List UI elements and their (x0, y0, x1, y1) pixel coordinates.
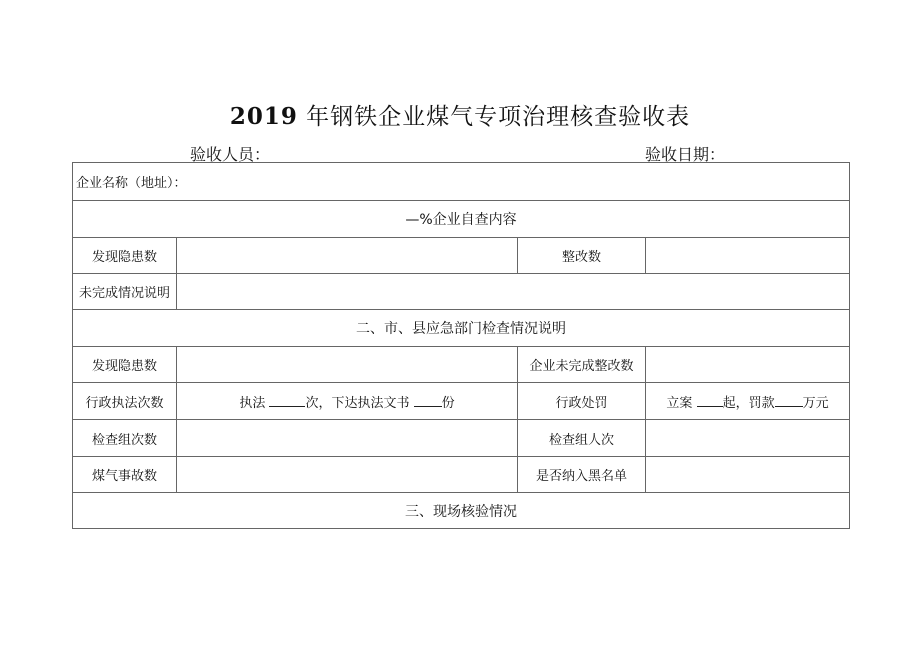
s2-found-hazards-value[interactable] (177, 347, 518, 383)
s2-gas-accident-value[interactable] (177, 457, 518, 493)
s1-unfinished-value[interactable] (177, 274, 850, 310)
inspection-table (72, 162, 850, 529)
section2-team-row (73, 420, 850, 457)
s1-rectified-label: 整改数 (518, 238, 646, 274)
penalty-fine-blank[interactable] (775, 394, 803, 407)
s2-blacklist-label: 是否纳入黑名单 (518, 457, 646, 493)
s2-team-people-value[interactable] (646, 420, 850, 457)
s1-found-hazards-value[interactable] (177, 238, 518, 274)
section1-hazards-row (73, 238, 850, 274)
s2-enforcement-value[interactable] (177, 383, 518, 420)
s2-unfinished-rectify-value[interactable] (646, 347, 850, 383)
s1-unfinished-label: 未完成情况说明 (73, 274, 177, 310)
section1-heading-row (73, 201, 850, 238)
company-row (73, 163, 850, 201)
s2-enforcement-label: 行政执法次数 (73, 383, 177, 420)
section1-heading: —%企业自查内容 (73, 201, 850, 238)
s2-gas-accident-label: 煤气事故数 (73, 457, 177, 493)
section2-enforcement-row (73, 383, 850, 420)
section3-heading-row (73, 493, 850, 529)
enforcement-suffix: 份 (441, 395, 455, 411)
enforcement-mid: 次，下达执法文书 (305, 395, 410, 411)
section2-heading-row (73, 310, 850, 347)
penalty-suffix: 万元 (802, 395, 829, 411)
penalty-prefix: 立案 (666, 395, 693, 411)
s2-penalty-label: 行政处罚 (518, 383, 646, 420)
inspection-date-label: 验收日期： (645, 145, 726, 164)
penalty-mid: 起，罚款 (722, 395, 775, 411)
s2-team-people-label: 检查组人次 (518, 420, 646, 457)
s2-found-hazards-label: 发现隐患数 (73, 347, 177, 383)
s2-team-count-value[interactable] (177, 420, 518, 457)
title-text: 年钢铁企业煤气专项治理核查验收表 (306, 104, 691, 130)
enforcement-prefix: 执法 (239, 395, 266, 411)
enforcement-count-blank[interactable] (269, 394, 305, 407)
inspector-label: 验收人员： (190, 145, 271, 164)
s2-blacklist-value[interactable] (646, 457, 850, 493)
section2-accident-row (73, 457, 850, 493)
section1-unfinished-row (73, 274, 850, 310)
s1-found-hazards-label: 发现隐患数 (73, 238, 177, 274)
title-year: 2019 (229, 103, 298, 130)
penalty-cases-blank[interactable] (697, 394, 723, 407)
s1-rectified-value[interactable] (646, 238, 850, 274)
section2-heading: 二、市、县应急部门检查情况说明 (73, 310, 850, 347)
section2-hazards-row (73, 347, 850, 383)
s2-unfinished-rectify-label: 企业未完成整改数 (518, 347, 646, 383)
s2-penalty-value[interactable] (646, 383, 850, 420)
company-name-label: 企业名称（地址）： (73, 163, 850, 201)
enforcement-docs-blank[interactable] (414, 394, 442, 407)
s2-team-count-label: 检查组次数 (73, 420, 177, 457)
page-title (0, 98, 920, 131)
section3-heading: 三、现场核验情况 (73, 493, 850, 529)
